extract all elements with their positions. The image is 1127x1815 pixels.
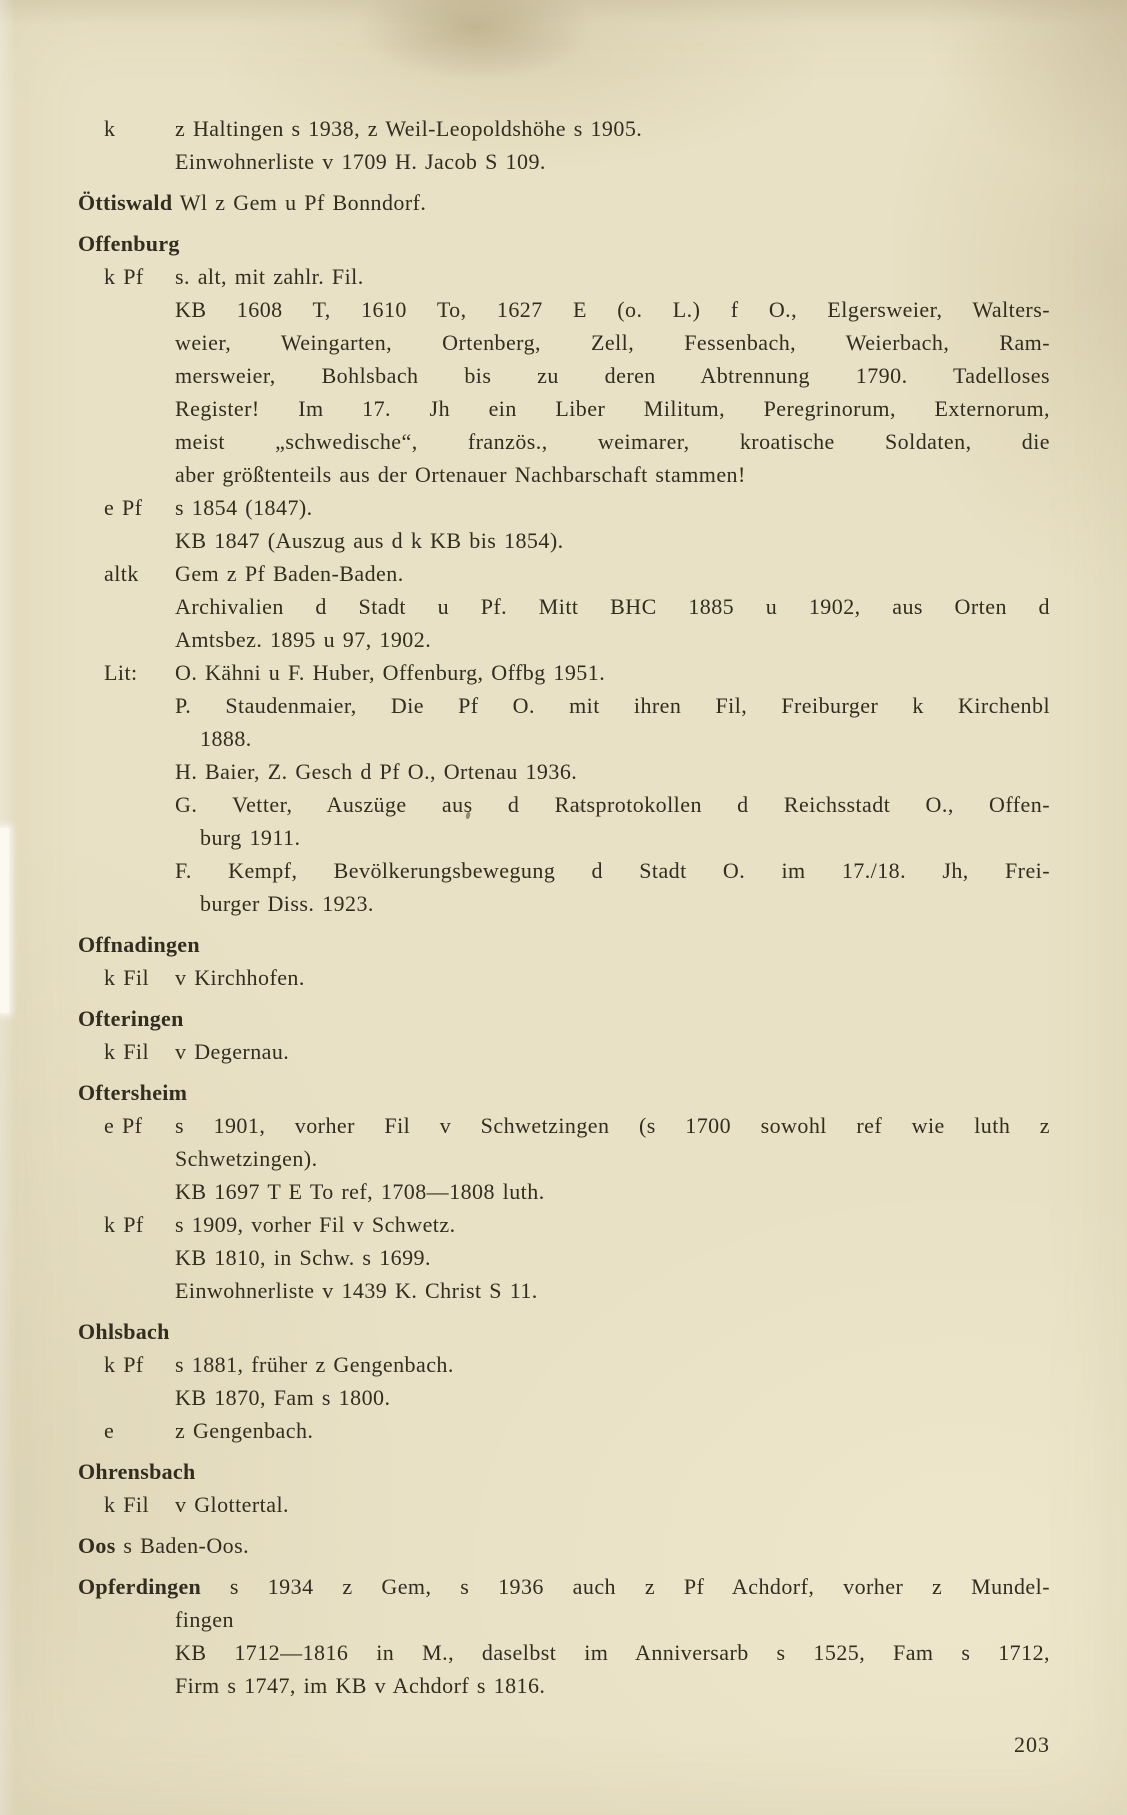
entry-line bbox=[78, 186, 1050, 219]
text-line: weier, Weingarten, Ortenberg, Zell, Fessenbach, Weierbach, Ram- bbox=[175, 330, 1050, 355]
item-body bbox=[175, 1488, 1050, 1521]
item-body bbox=[175, 1348, 1050, 1414]
citation-line: G. Vetter, Auszüge aus d Ratsprotokollen d Reichsstadt O., Offen- bbox=[175, 792, 1050, 817]
text-line: KB 1870, Fam s 1800. bbox=[175, 1385, 391, 1410]
text-line: Schwetzingen). bbox=[175, 1146, 318, 1171]
entry-oftersheim bbox=[78, 1076, 1050, 1307]
item-e-pf bbox=[78, 491, 1050, 557]
item-body bbox=[175, 1035, 1050, 1068]
item-label: altk bbox=[104, 561, 139, 586]
text-line: Einwohnerliste v 1709 H. Jacob S 109. bbox=[175, 149, 546, 174]
text-line: KB 1712—1816 in M., daselbst im Anniversarb s 1525, Fam s 1712, bbox=[175, 1640, 1050, 1665]
text-line: v Kirchhofen. bbox=[175, 965, 305, 990]
entry-headword: Ohrensbach bbox=[78, 1459, 196, 1484]
citation-line: O. Kähni u F. Huber, Offenburg, Offbg 1951. bbox=[175, 660, 606, 685]
entry-text: Wl z Gem u Pf Bonndorf. bbox=[179, 190, 427, 215]
item-body bbox=[175, 656, 1050, 920]
item-label: e Pf bbox=[104, 1113, 143, 1138]
item-k-pf bbox=[78, 1348, 1050, 1414]
entry-headword-line bbox=[78, 928, 1050, 961]
text-line: s 1881, früher z Gengenbach. bbox=[175, 1352, 454, 1377]
entry-offnadingen bbox=[78, 928, 1050, 994]
item-k-pf bbox=[78, 1208, 1050, 1307]
item-e-pf bbox=[78, 1109, 1050, 1208]
text-line: Register! Im 17. Jh ein Liber Militum, Peregrinorum, Externorum, bbox=[175, 396, 1050, 421]
entry-line bbox=[78, 1570, 1050, 1603]
item-label: k Pf bbox=[104, 264, 144, 289]
entry-line bbox=[78, 1529, 1050, 1562]
item-body bbox=[175, 1414, 1050, 1447]
entry-opferdingen bbox=[78, 1570, 1050, 1702]
entry-headword: Ohlsbach bbox=[78, 1319, 170, 1344]
citation-line: 1888. bbox=[200, 726, 252, 751]
entry-headword-line bbox=[78, 1002, 1050, 1035]
text-line: fingen bbox=[175, 1607, 234, 1632]
text-line: v Glottertal. bbox=[175, 1492, 289, 1517]
item-k-pf bbox=[78, 260, 1050, 491]
carryover-item bbox=[78, 112, 1050, 178]
page-number: 203 bbox=[1014, 1732, 1050, 1757]
text-line: Amtsbez. 1895 u 97, 1902. bbox=[175, 627, 432, 652]
text-line: KB 1697 T E To ref, 1708—1808 luth. bbox=[175, 1179, 545, 1204]
item-e bbox=[78, 1414, 1050, 1447]
item-label: Lit: bbox=[104, 660, 138, 685]
item-label: k Fil bbox=[104, 1039, 150, 1064]
citation-line: burger Diss. 1923. bbox=[200, 891, 374, 916]
text-line: mersweier, Bohlsbach bis zu deren Abtrennung 1790. Tadelloses bbox=[175, 363, 1050, 388]
item-label: e bbox=[104, 1418, 115, 1443]
item-body bbox=[175, 961, 1050, 994]
text-line: s 1909, vorher Fil v Schwetz. bbox=[175, 1212, 456, 1237]
item-body bbox=[175, 1109, 1050, 1208]
citation-line: F. Kempf, Bevölkerungsbewegung d Stadt O. im 17./18. Jh, Frei- bbox=[175, 858, 1050, 883]
citation-line: H. Baier, Z. Gesch d Pf O., Ortenau 1936. bbox=[175, 759, 578, 784]
text-line: meist „schwedische“, französ., weimarer, kroatische Soldaten, die bbox=[175, 429, 1050, 454]
citation-line: burg 1911. bbox=[200, 825, 301, 850]
entry-text: s Baden-Oos. bbox=[123, 1533, 250, 1558]
entry-headword-line bbox=[78, 1076, 1050, 1109]
entry-ohrensbach bbox=[78, 1455, 1050, 1521]
entry-oettiswald bbox=[78, 186, 1050, 219]
item-lit bbox=[78, 656, 1050, 920]
text-line: KB 1810, in Schw. s 1699. bbox=[175, 1245, 431, 1270]
item-label: k Fil bbox=[104, 1492, 150, 1517]
text-line: aber größtenteils aus der Ortenauer Nachbarschaft stammen! bbox=[175, 462, 746, 487]
entry-headword-line bbox=[78, 1315, 1050, 1348]
entry-headword-line bbox=[78, 227, 1050, 260]
item-k-fil bbox=[78, 961, 1050, 994]
text-line: z Haltingen s 1938, z Weil-Leopoldshöhe s 1905. bbox=[175, 116, 643, 141]
text-line: z Gengenbach. bbox=[175, 1418, 314, 1443]
entry-headword: Oftersheim bbox=[78, 1080, 188, 1105]
text-line: Gem z Pf Baden-Baden. bbox=[175, 561, 404, 586]
item-body bbox=[175, 1208, 1050, 1307]
item-body bbox=[175, 491, 1050, 557]
entry-offenburg bbox=[78, 227, 1050, 920]
entry-headword: Oos bbox=[78, 1533, 116, 1558]
page-content bbox=[78, 112, 1050, 1761]
item-body bbox=[175, 112, 1050, 178]
item-body bbox=[175, 557, 1050, 656]
item-k-fil bbox=[78, 1035, 1050, 1068]
item-label: k bbox=[104, 116, 116, 141]
item-k-fil bbox=[78, 1488, 1050, 1521]
entry-headword: Ofteringen bbox=[78, 1006, 184, 1031]
entry-oos bbox=[78, 1529, 1050, 1562]
text-line: Firm s 1747, im KB v Achdorf s 1816. bbox=[175, 1673, 546, 1698]
entry-ohlsbach bbox=[78, 1315, 1050, 1447]
entry-headword: Offenburg bbox=[78, 231, 180, 256]
text-line: s. alt, mit zahlr. Fil. bbox=[175, 264, 364, 289]
text-line: Einwohnerliste v 1439 K. Christ S 11. bbox=[175, 1278, 538, 1303]
text-line: KB 1608 T, 1610 To, 1627 E (o. L.) f O., Elgersweier, Walters- bbox=[175, 297, 1050, 322]
entry-ofteringen bbox=[78, 1002, 1050, 1068]
entry-headword: Opferdingen bbox=[78, 1574, 202, 1599]
scan-edge-highlight bbox=[0, 828, 9, 1013]
item-body bbox=[175, 260, 1050, 491]
entry-headword: Öttiswald bbox=[78, 190, 173, 215]
text-line: s 1854 (1847). bbox=[175, 495, 313, 520]
item-label: k Pf bbox=[104, 1352, 144, 1377]
entry-text: s 1934 z Gem, s 1936 auch z Pf Achdorf, vorher z Mundel- bbox=[229, 1574, 1050, 1599]
item-label: k Fil bbox=[104, 965, 150, 990]
item-label: e Pf bbox=[104, 495, 143, 520]
entry-headword-line bbox=[78, 1455, 1050, 1488]
text-line: s 1901, vorher Fil v Schwetzingen (s 1700 sowohl ref wie luth z bbox=[175, 1113, 1050, 1138]
citation-line: P. Staudenmaier, Die Pf O. mit ihren Fil, Freiburger k Kirchenbl bbox=[175, 693, 1050, 718]
item-label: k Pf bbox=[104, 1212, 144, 1237]
item-altk bbox=[78, 557, 1050, 656]
text-line: v Degernau. bbox=[175, 1039, 290, 1064]
text-line: Archivalien d Stadt u Pf. Mitt BHC 1885 u 1902, aus Orten d bbox=[175, 594, 1050, 619]
entry-headword: Offnadingen bbox=[78, 932, 200, 957]
text-line: KB 1847 (Auszug aus d k KB bis 1854). bbox=[175, 528, 564, 553]
